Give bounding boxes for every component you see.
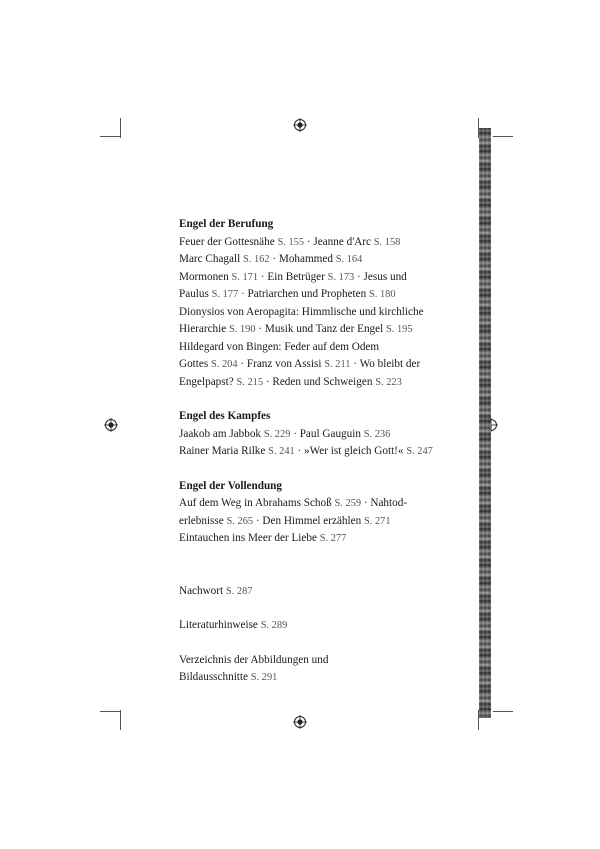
page-number: S. 289 bbox=[260, 620, 288, 631]
page-number: S. 271 bbox=[364, 515, 391, 527]
entry-text: Gottes bbox=[179, 358, 212, 370]
entry-text: · Wo bleibt der bbox=[350, 358, 421, 370]
registration-mark-left-icon bbox=[104, 418, 118, 432]
entry-text: · Paul Gauguin bbox=[290, 427, 364, 440]
entry-text: erlebnisse bbox=[179, 514, 227, 527]
section-title: Engel der Berufung bbox=[179, 218, 274, 230]
entry-text: Hildegard von Bingen: Feder auf dem Odem bbox=[179, 340, 380, 353]
cover-image-bleed-strip bbox=[479, 128, 491, 718]
entry-text: Paulus bbox=[179, 288, 212, 300]
toc-line bbox=[179, 617, 449, 635]
toc-section bbox=[179, 216, 449, 391]
entry-text: Feuer der Gottesnähe bbox=[179, 235, 278, 248]
toc-line bbox=[179, 652, 449, 670]
entry-text: Nachwort bbox=[179, 584, 226, 597]
appendix-entry bbox=[179, 652, 449, 687]
crop-mark-top-left-h bbox=[100, 136, 120, 137]
entry-text: Literaturhinweise bbox=[179, 619, 261, 631]
crop-mark-bottom-right-h bbox=[493, 711, 513, 712]
toc-line bbox=[179, 530, 449, 548]
entry-text: · Jesus und bbox=[354, 270, 407, 283]
page-number: S. 158 bbox=[373, 236, 401, 248]
page-number: S. 291 bbox=[250, 672, 278, 683]
entry-text: · Jeanne d'Arc bbox=[304, 235, 374, 248]
toc-line bbox=[179, 339, 449, 357]
toc-line bbox=[179, 356, 449, 374]
section-title: Engel der Vollendung bbox=[179, 479, 283, 492]
entry-text: · Den Himmel erzählen bbox=[253, 514, 364, 527]
page-number: S. 155 bbox=[277, 236, 305, 248]
toc-line bbox=[179, 234, 449, 252]
entry-text: Engelpapst? bbox=[179, 375, 237, 388]
entry-text: · Mohammed bbox=[269, 253, 336, 265]
toc-line bbox=[179, 669, 449, 687]
toc-line bbox=[179, 426, 449, 444]
page-number: S. 223 bbox=[375, 376, 402, 388]
entry-text: Eintauchen ins Meer der Liebe bbox=[179, 532, 320, 544]
toc-line bbox=[179, 304, 449, 322]
toc-line bbox=[179, 251, 449, 269]
toc-line bbox=[179, 513, 449, 531]
entry-text: · Patriarchen und Propheten bbox=[238, 288, 369, 300]
page-number: S. 171 bbox=[231, 271, 259, 283]
appendix-entry bbox=[179, 583, 449, 601]
toc-line bbox=[179, 443, 449, 461]
page-number: S. 287 bbox=[225, 585, 253, 597]
page-number: S. 241 bbox=[268, 446, 295, 457]
toc-line bbox=[179, 286, 449, 304]
page-number: S. 180 bbox=[369, 289, 396, 300]
toc-section bbox=[179, 478, 449, 548]
page-number: S. 195 bbox=[386, 324, 413, 335]
page-number: S. 215 bbox=[236, 376, 264, 388]
toc-line bbox=[179, 374, 449, 392]
entry-text: Auf dem Weg in Abrahams Schoß bbox=[179, 497, 335, 509]
section-title: Engel des Kampfes bbox=[179, 410, 271, 422]
toc-section bbox=[179, 408, 449, 461]
registration-mark-bottom-icon bbox=[293, 715, 307, 729]
page-number: S. 265 bbox=[226, 515, 254, 527]
crop-mark-top-left bbox=[120, 118, 121, 138]
entry-text: · Franz von Assisi bbox=[237, 358, 325, 370]
entry-text: Mormonen bbox=[179, 270, 232, 283]
table-of-contents bbox=[179, 216, 449, 687]
page-number: S. 204 bbox=[211, 359, 238, 370]
page-number: S. 236 bbox=[363, 428, 391, 440]
page-number: S. 229 bbox=[263, 428, 291, 440]
entry-text: Bildausschnitte bbox=[179, 671, 251, 683]
page-number: S. 247 bbox=[406, 446, 433, 457]
toc-line bbox=[179, 269, 449, 287]
page-number: S. 190 bbox=[229, 324, 256, 335]
entry-text: · Nahtod- bbox=[361, 497, 408, 509]
entry-text: Hierarchie bbox=[179, 323, 229, 335]
registration-mark-top-icon bbox=[293, 118, 307, 132]
page-number: S. 164 bbox=[335, 254, 363, 265]
entry-text: Marc Chagall bbox=[179, 253, 243, 265]
crop-mark-bottom-left bbox=[120, 710, 121, 730]
toc-line bbox=[179, 321, 449, 339]
entry-text: · Ein Betrüger bbox=[258, 270, 328, 283]
toc-line bbox=[179, 583, 449, 601]
entry-text: Jaakob am Jabbok bbox=[179, 427, 264, 440]
entry-text: · »Wer ist gleich Gott!« bbox=[294, 445, 407, 457]
crop-mark-top-right-h bbox=[493, 136, 513, 137]
entry-text: · Reden und Schweigen bbox=[263, 375, 376, 388]
page-number: S. 211 bbox=[324, 359, 351, 370]
page-number: S. 177 bbox=[211, 289, 239, 300]
page-number: S. 277 bbox=[319, 533, 347, 544]
page-number: S. 173 bbox=[327, 271, 355, 283]
entry-text: Rainer Maria Rilke bbox=[179, 445, 269, 457]
page-number: S. 162 bbox=[243, 254, 270, 265]
appendix-entry bbox=[179, 617, 449, 635]
entry-text: Dionysios von Aeropagita: Himmlische und kirchliche bbox=[179, 305, 424, 318]
crop-mark-bottom-left-h bbox=[100, 711, 120, 712]
page-number: S. 259 bbox=[334, 498, 362, 509]
toc-line bbox=[179, 495, 449, 513]
entry-text: Verzeichnis der Abbildungen und bbox=[179, 653, 329, 666]
entry-text: · Musik und Tanz der Engel bbox=[255, 323, 386, 335]
